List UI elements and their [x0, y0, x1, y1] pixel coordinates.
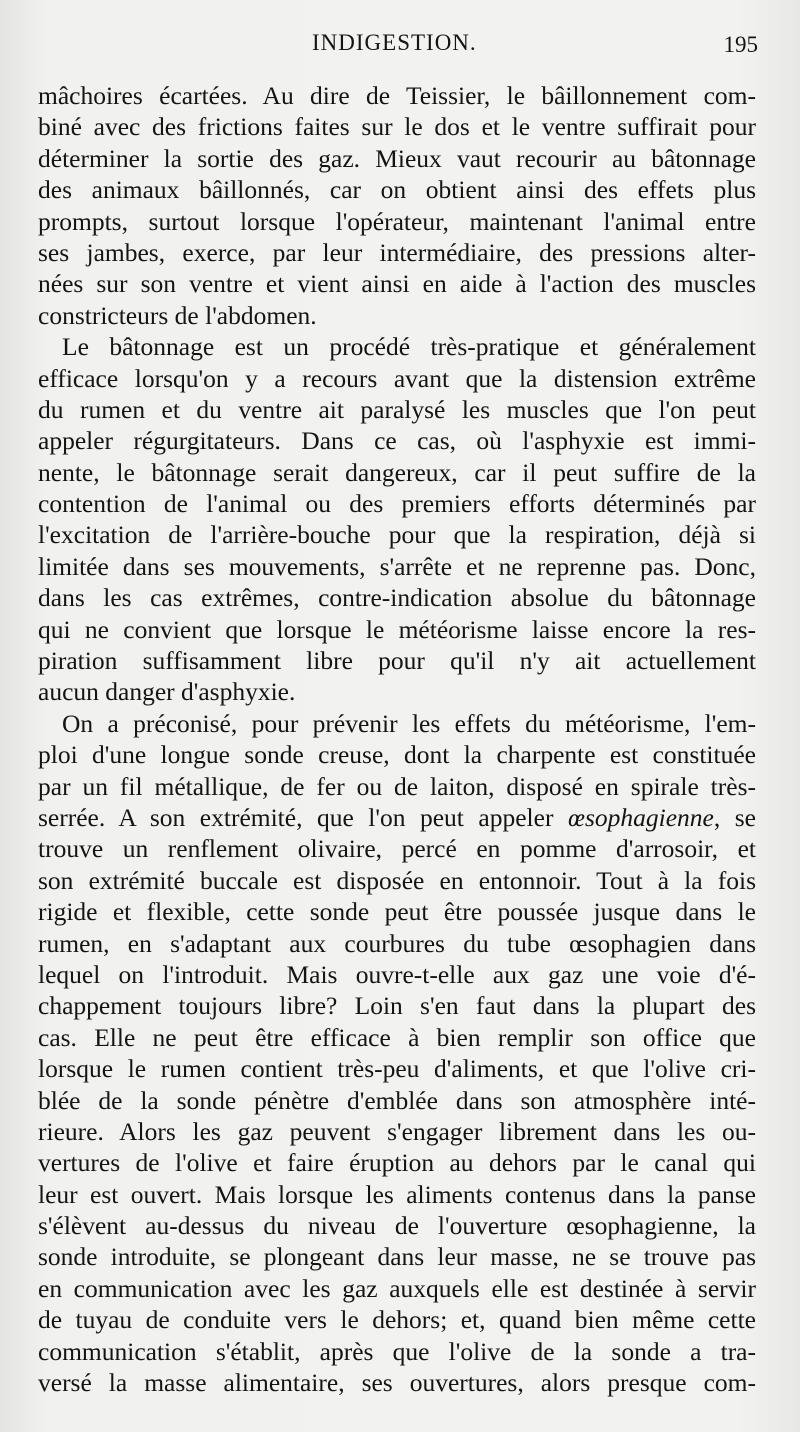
text-line: prompts, surtout lorsque l'opérateur, maintenant l'animal entre [38, 206, 756, 236]
paragraph [38, 331, 756, 708]
text-line: contention de l'animal ou des premiers efforts déterminés par [38, 489, 756, 519]
text-line: rumen, en s'adaptant aux courbures du tube œsophagien dans [38, 928, 756, 958]
italic-term: œsophagienne [567, 802, 714, 832]
page-header [0, 30, 800, 66]
text-line: des animaux bâillonnés, car on obtient ainsi des effets plus [38, 175, 756, 205]
paragraph [38, 708, 756, 1399]
text-line: piration suffisamment libre pour qu'il n'y ait actuellement [38, 646, 756, 676]
text-line: limitée dans ses mouvements, s'arrête et ne reprenne pas. Donc, [38, 551, 756, 581]
text-line: dans les cas extrêmes, contre-indication absolue du bâtonnage [38, 583, 756, 613]
text-line: du rumen et du ventre ait paralysé les muscles que l'on peut [38, 394, 756, 424]
text-line: en communication avec les gaz auxquels elle est destinée à servir [38, 1273, 756, 1303]
body-text [38, 80, 756, 1398]
text-line: chappement toujours libre? Loin s'en faut dans la plupart des [38, 991, 756, 1021]
text-line: nente, le bâtonnage serait dangereux, car il peut suffire de la [38, 457, 756, 487]
text-run: , se [713, 802, 756, 832]
text-line: qui ne convient que lorsque le météorisme laisse encore la res- [38, 614, 756, 644]
text-line: par un fil métallique, de fer ou de laiton, disposé en spirale très- [38, 771, 756, 801]
text-line: Le bâtonnage est un procédé très-pratique et généralement [62, 332, 756, 362]
text-line: biné avec des frictions faites sur le dos et le ventre suffirait pour [38, 112, 756, 142]
text-line: trouve un renflement olivaire, percé en pomme d'arrosoir, et [38, 834, 756, 864]
text-line: l'excitation de l'arrière-bouche pour que la respiration, déjà si [38, 520, 756, 550]
text-line: de tuyau de conduite vers le dehors; et, quand bien même cette [38, 1305, 756, 1335]
text-line: cas. Elle ne peut être efficace à bien remplir son office que [38, 1022, 756, 1052]
text-line: On a préconisé, pour prévenir les effets du météorisme, l'em- [62, 708, 756, 738]
text-line: lequel on l'introduit. Mais ouvre-t-elle aux gaz une voie d'é- [38, 959, 756, 989]
text-line: déterminer la sortie des gaz. Mieux vaut recourir au bâtonnage [38, 143, 756, 173]
text-line: nées sur son ventre et vient ainsi en aide à l'action des muscles [38, 269, 756, 299]
text-line: appeler régurgitateurs. Dans ce cas, où l'asphyxie est immi- [38, 426, 756, 456]
text-line: vertures de l'olive et faire éruption au dehors par le canal qui [38, 1148, 756, 1178]
text-line: efficace lorsqu'on y a recours avant que la distension extrême [38, 363, 756, 393]
text-line: sonde introduite, se plongeant dans leur masse, ne se trouve pas [38, 1242, 756, 1272]
text-line: ses jambes, exerce, par leur intermédiaire, des pressions alter- [38, 237, 756, 267]
running-head: INDIGESTION. [312, 30, 477, 55]
text-line: constricteurs de l'abdomen. [38, 300, 317, 330]
text-line: s'élèvent au-dessus du niveau de l'ouverture œsophagienne, la [38, 1211, 756, 1241]
text-line: rieure. Alors les gaz peuvent s'engager librement dans les ou- [38, 1116, 756, 1146]
text-line: rigide et flexible, cette sonde peut être poussée jusque dans le [38, 897, 756, 927]
text-line-with-italic [38, 802, 756, 833]
text-line: ploi d'une longue sonde creuse, dont la charpente est constituée [38, 740, 756, 770]
text-line: aucun danger d'asphyxie. [38, 677, 296, 707]
page-number: 195 [723, 32, 758, 57]
text-line: mâchoires écartées. Au dire de Teissier, le bâillonnement com- [38, 81, 756, 110]
text-line: versé la masse alimentaire, ses ouvertures, alors presque com- [38, 1368, 756, 1398]
text-line: communication s'établit, après que l'olive de la sonde a tra- [38, 1336, 756, 1366]
text-line: blée de la sonde pénètre d'emblée dans son atmosphère inté- [38, 1085, 756, 1115]
text-line: leur est ouvert. Mais lorsque les aliments contenus dans la panse [38, 1179, 756, 1209]
text-line: lorsque le rumen contient très-peu d'aliments, et que l'olive cri- [38, 1054, 756, 1084]
text-line: son extrémité buccale est disposée en entonnoir. Tout à la fois [38, 865, 756, 895]
text-run: serrée. A son extrémité, que l'on peut appeler [38, 802, 568, 832]
paragraph [38, 80, 756, 331]
